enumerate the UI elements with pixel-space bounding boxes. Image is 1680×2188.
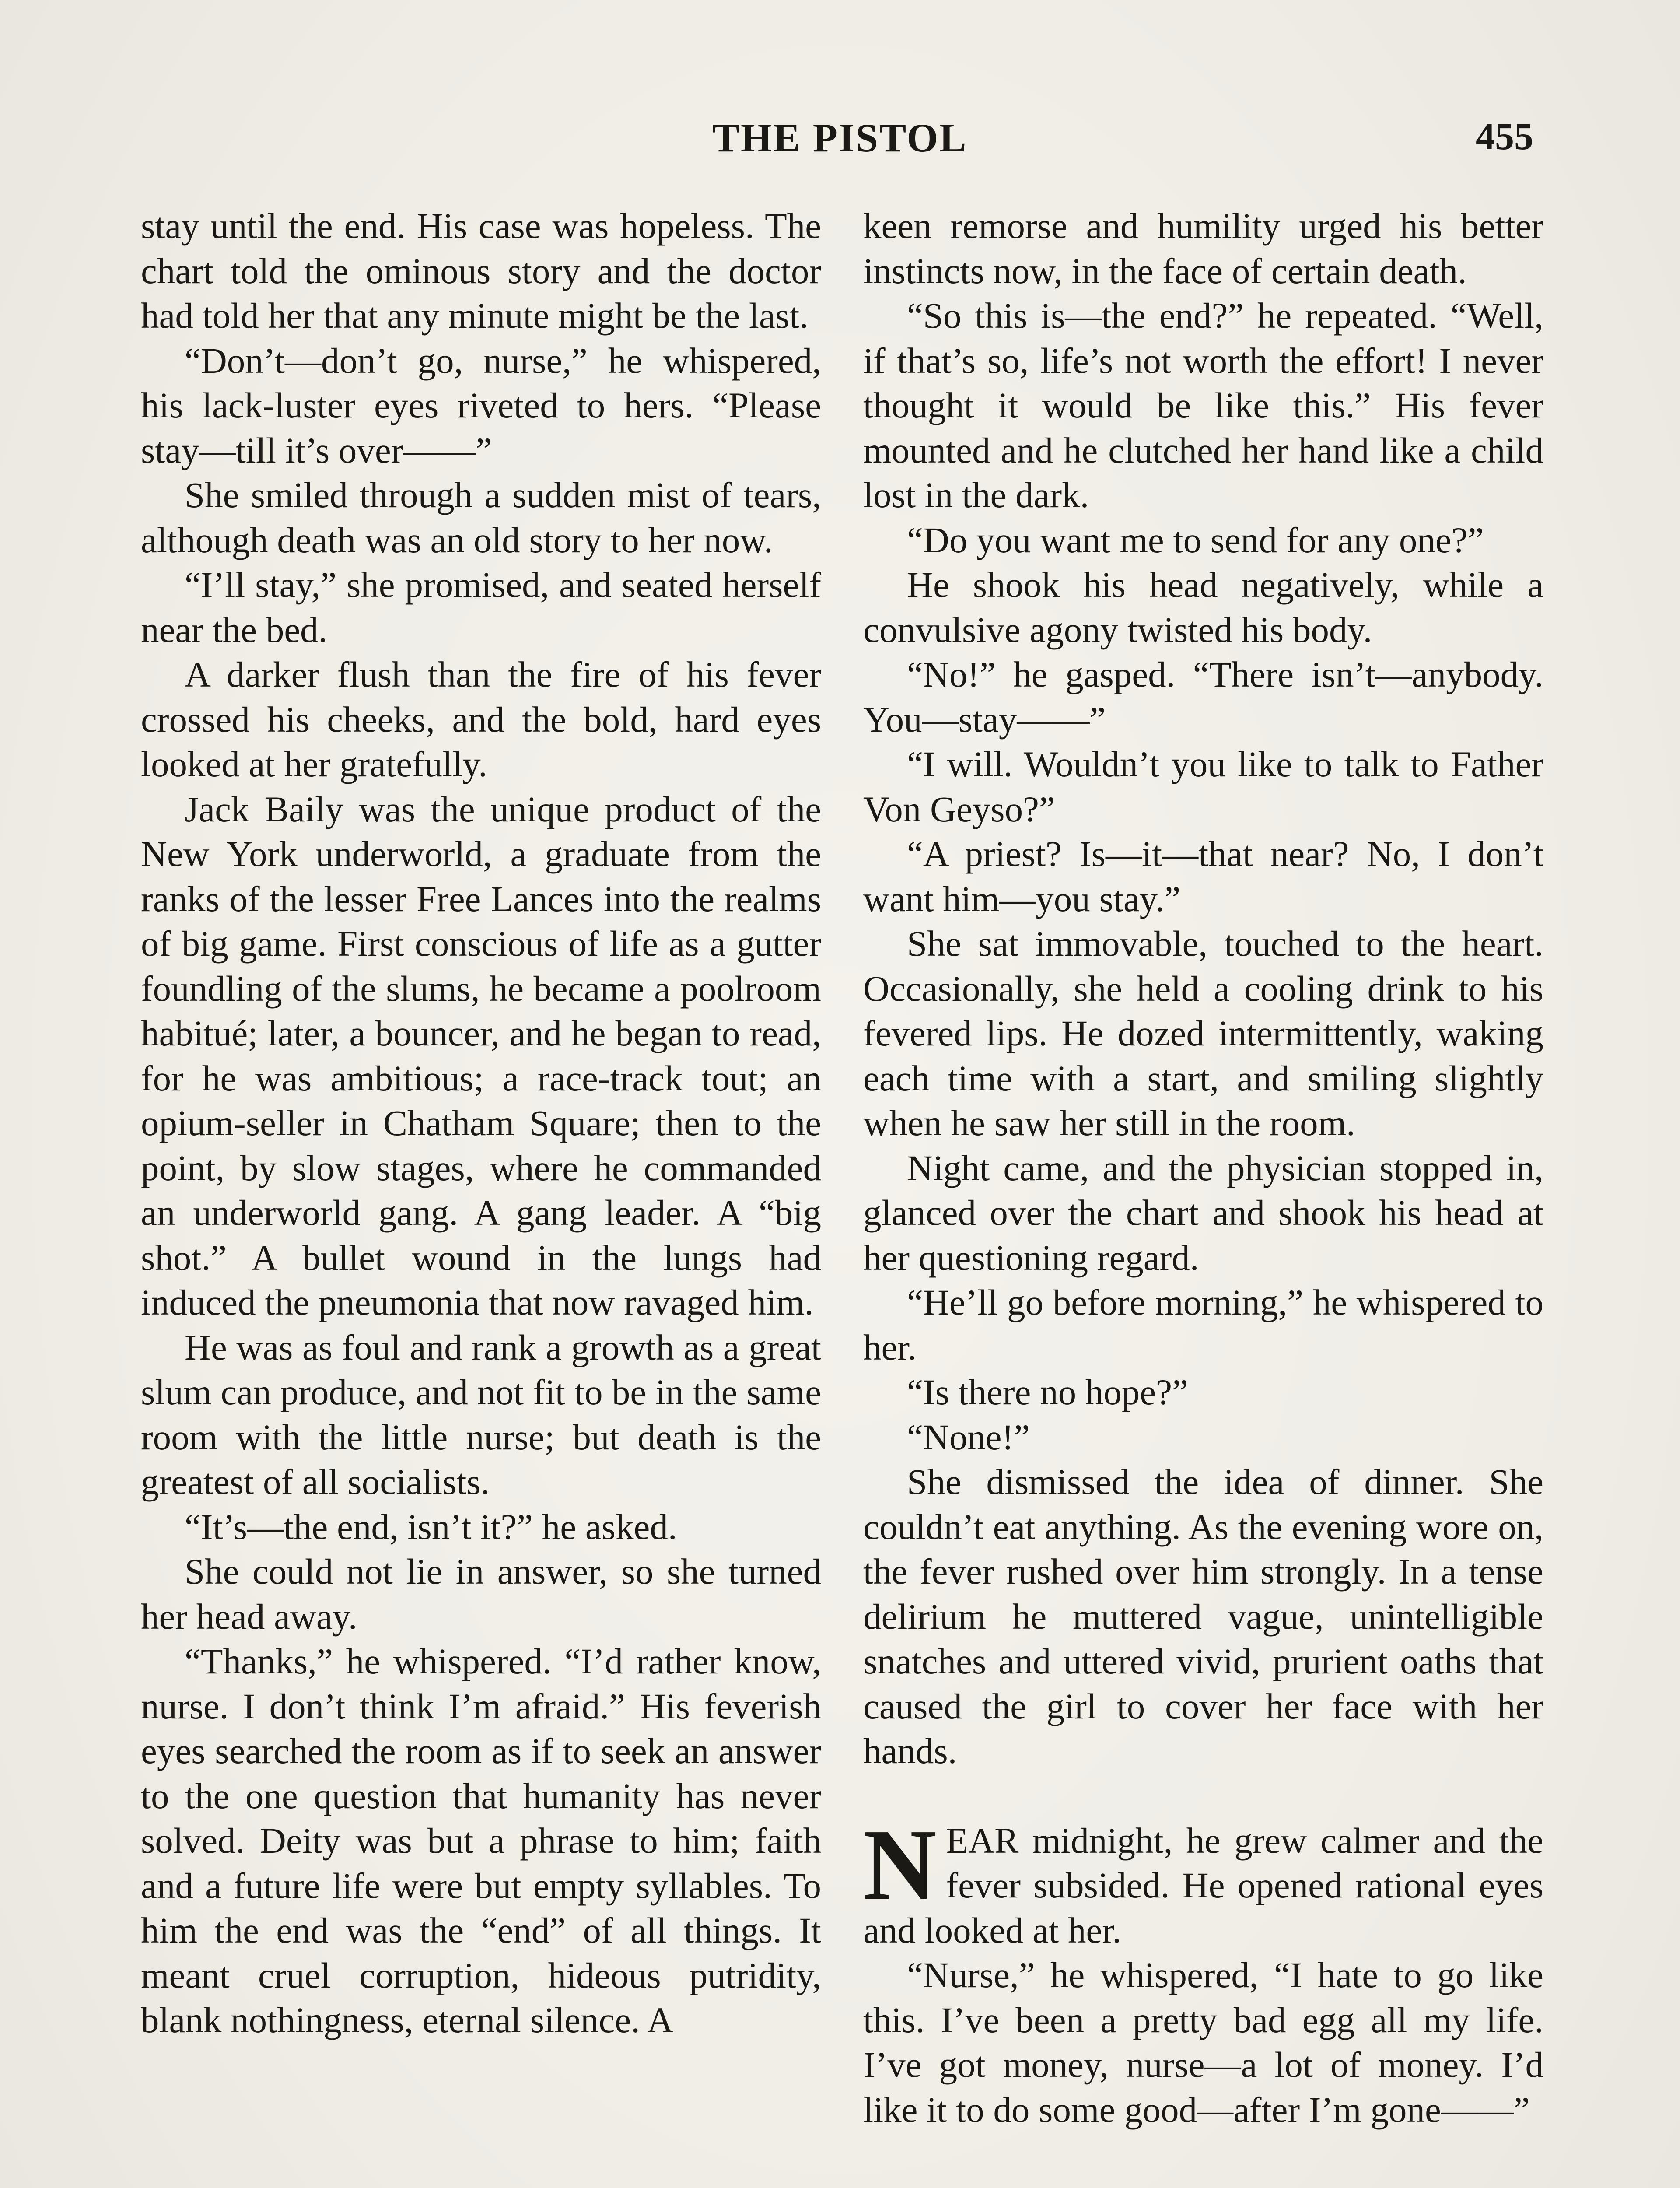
drop-cap: N <box>863 1808 937 1921</box>
paragraph: She sat immovable, touched to the heart. Occasionally, she held a cooling drink to his fevered lips. He dozed intermittently, waking each time with a start, and smiling slightly when he saw her still in the room. <box>863 923 1544 1143</box>
paragraph: “A priest? Is—it—that near? No, I don’t want him—you stay.” <box>863 834 1544 919</box>
paragraph: “Do you want me to send for any one?” <box>907 519 1484 560</box>
paragraph: “Thanks,” he whispered. “I’d rather know, nurse. I don’t think I’m afraid.” His feverish eyes searched the room as if to seek an answer to the one question that humanity has never solved. Deity was but a phrase to him; faith and a future life were but empty syllables. To him the end was the “end” of all things. It meant cruel corruption, hideous putridity, blank nothingness, eternal silence. A <box>141 1641 821 2040</box>
paragraph: Jack Baily was the unique product of the New York underworld, a graduate from the ranks of the lesser Free Lances into the realms of big game. First conscious of life as a gutter foundling of the slums, he became a poolroom habitué; later, a bouncer, and he began to read, for he was ambitious; a race-track tout; an opium-seller in Chatham Square; then to the point, by slow stages, where he commanded an underworld gang. A gang leader. A “big shot.” A bullet wound in the lungs had induced the pneumonia that now ravaged him. <box>141 789 821 1322</box>
paragraph-text: midnight, he grew calmer and the fever subsided. He opened rational eyes and looked at her. <box>863 1820 1544 1950</box>
paragraph: Night came, and the physician stopped in, glanced over the chart and shook his head at her questioning regard. <box>863 1147 1544 1278</box>
paragraph: “He’ll go before morning,” he whispered to her. <box>863 1282 1544 1368</box>
paragraph: “I’ll stay,” she promised, and seated herself near the bed. <box>141 565 821 650</box>
section-opening-paragraph <box>863 1808 1544 1953</box>
paragraph: “So this is—the end?” he repeated. “Well, if that’s so, life’s not worth the effort! I never thought it would be like this.” His fever mounted and he clutched her hand like a child lost in the dark. <box>863 295 1544 515</box>
page-number: 455 <box>1476 116 1533 158</box>
paragraph: “None!” <box>907 1417 1030 1457</box>
paragraph: “It’s—the end, isn’t it?” he asked. <box>185 1506 677 1547</box>
paragraph: keen remorse and humility urged his better instincts now, in the face of certain death. <box>863 206 1544 291</box>
paragraph: “Don’t—don’t go, nurse,” he whispered, his lack-luster eyes riveted to hers. “Please stay—till it’s over——” <box>141 340 821 470</box>
paragraph: stay until the end. His case was hopeless. The chart told the ominous story and the doctor had told her that any minute might be the last. <box>141 206 821 336</box>
running-head-title: THE PISTOL <box>712 116 968 160</box>
paragraph: “Nurse,” he whispered, “I hate to go like this. I’ve been a pretty bad egg all my life. I’ve got money, nurse—a lot of money. I’d like it to do some good—after I’m gone——” <box>863 1955 1544 2130</box>
paragraph: “Is there no hope?” <box>907 1372 1188 1412</box>
paragraph: A darker flush than the fire of his fever crossed his cheeks, and the bold, hard eyes looked at her gratefully. <box>141 654 821 784</box>
paragraph: He was as foul and rank a growth as a great slum can produce, and not fit to be in the same room with the little nurse; but death is the greatest of all socialists. <box>141 1327 821 1502</box>
paragraph: She smiled through a sudden mist of tears, although death was an old story to her now. <box>141 475 821 560</box>
small-caps-lead: EAR <box>946 1820 1019 1861</box>
paragraph: “No!” he gasped. “There isn’t—anybody. You—stay——” <box>863 654 1544 740</box>
paragraph: She could not lie in answer, so she turned her head away. <box>141 1551 821 1637</box>
paragraph: “I will. Wouldn’t you like to talk to Father Von Geyso?” <box>863 744 1544 829</box>
section-break <box>863 1774 1544 1818</box>
paragraph: She dismissed the idea of dinner. She couldn’t eat anything. As the evening wore on, the fever rushed over him strongly. In a tense delirium he muttered vague, unintelligible snatches and uttered vivid, prurient oaths that caused the girl to cover her face with her hands. <box>863 1462 1544 1771</box>
paragraph: He shook his head negatively, while a convulsive agony twisted his body. <box>863 565 1544 650</box>
right-text-column <box>863 203 1544 2132</box>
left-text-column <box>141 203 821 2043</box>
